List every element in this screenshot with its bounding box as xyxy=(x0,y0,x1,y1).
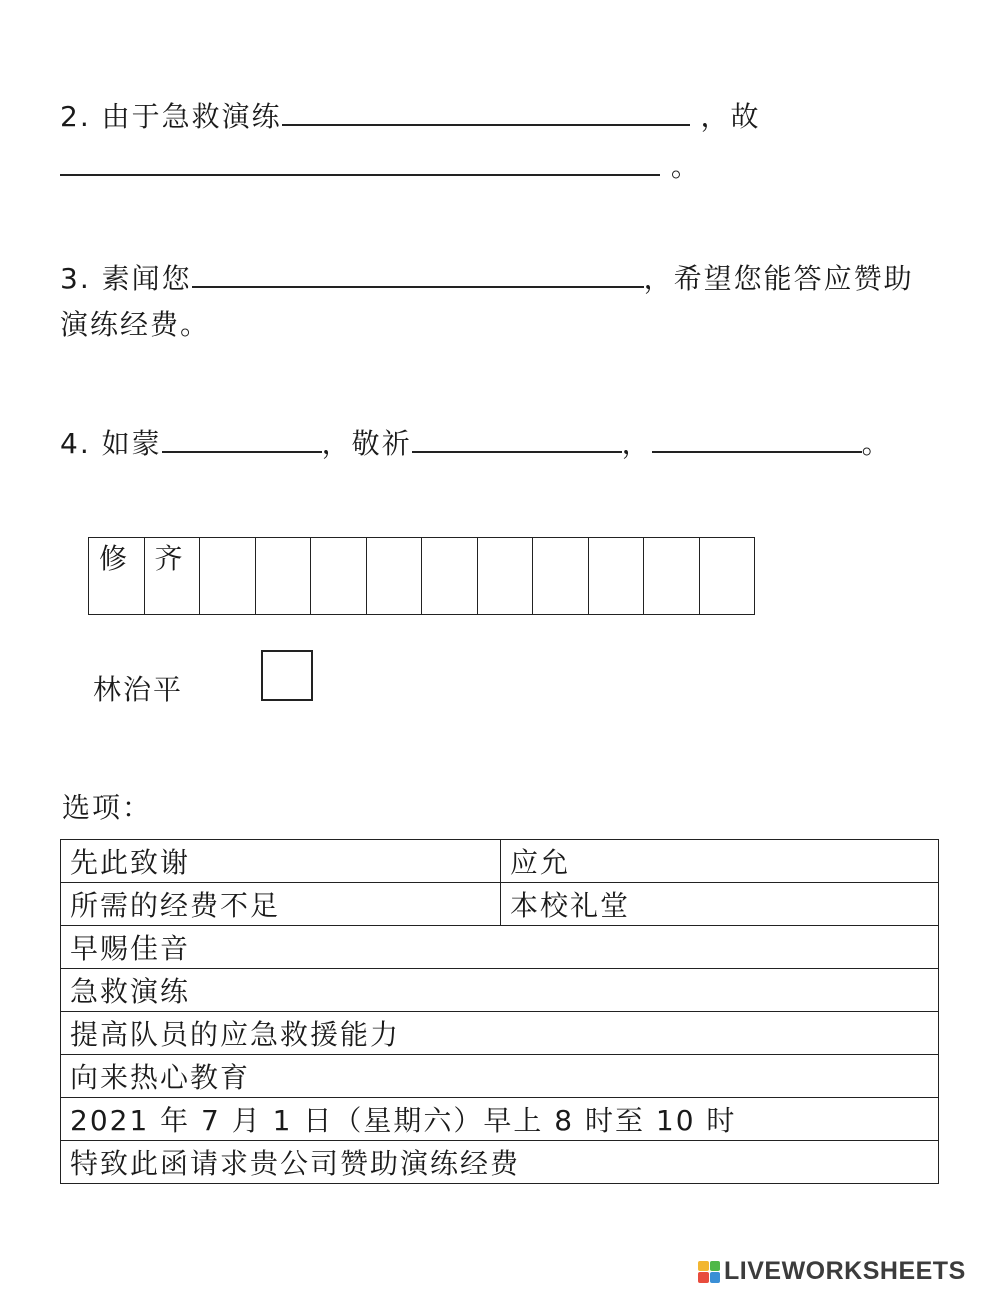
grid-cell-input[interactable] xyxy=(700,538,756,615)
options-label: 选项： xyxy=(62,791,153,824)
options-row xyxy=(61,1141,939,1184)
brand-name: LIVEWORKSHEETS xyxy=(724,1257,966,1285)
question-3-line-2 xyxy=(60,308,210,342)
brand-logo xyxy=(698,1257,966,1286)
grid-cell-input[interactable] xyxy=(200,538,256,615)
question-2-end: 。 xyxy=(660,150,701,183)
question-2-line-1 xyxy=(60,98,761,134)
grid-cell-input[interactable] xyxy=(589,538,645,615)
question-2-blank-1[interactable] xyxy=(282,98,690,126)
question-4-blank-3[interactable] xyxy=(652,425,862,453)
option-item[interactable]: 急救演练 xyxy=(61,969,939,1012)
logo-square xyxy=(710,1272,721,1283)
options-row xyxy=(61,1098,939,1141)
grid-cell-input[interactable] xyxy=(422,538,478,615)
grid-cell-input[interactable] xyxy=(533,538,589,615)
question-3-blank[interactable] xyxy=(192,260,644,288)
question-4-end: 。 xyxy=(861,427,892,460)
signature-answer-box[interactable] xyxy=(261,650,313,701)
question-3-suffix: ，希望您能答应赞助 xyxy=(643,262,914,295)
grid-cell-input[interactable] xyxy=(478,538,534,615)
option-item[interactable]: 本校礼堂 xyxy=(501,883,939,926)
logo-square xyxy=(698,1272,709,1283)
character-grid xyxy=(88,537,755,615)
option-item[interactable]: 应允 xyxy=(501,840,939,883)
question-3-line-1 xyxy=(60,260,914,296)
question-4-prefix: 4. 如蒙 xyxy=(60,427,162,460)
options-row xyxy=(61,840,939,883)
signature-name: 林治平 xyxy=(93,673,184,706)
option-item[interactable]: 早赐佳音 xyxy=(61,926,939,969)
options-row xyxy=(61,1055,939,1098)
question-2-blank-2[interactable] xyxy=(60,148,660,176)
question-3-prefix: 3. 素闻您 xyxy=(60,262,192,295)
logo-square xyxy=(698,1261,709,1272)
options-row xyxy=(61,883,939,926)
option-item[interactable]: 2021 年 7 月 1 日（星期六）早上 8 时至 10 时 xyxy=(61,1098,939,1141)
grid-cell-input[interactable] xyxy=(367,538,423,615)
question-3-continuation: 演练经费。 xyxy=(60,308,211,341)
grid-cell-input[interactable] xyxy=(644,538,700,615)
options-row xyxy=(61,926,939,969)
question-4-blank-1[interactable] xyxy=(162,425,322,453)
options-table xyxy=(60,839,939,1184)
logo-square xyxy=(710,1261,721,1272)
option-item[interactable]: 先此致谢 xyxy=(61,840,501,883)
option-item[interactable]: 所需的经费不足 xyxy=(61,883,501,926)
question-2-suffix: ，故 xyxy=(689,100,761,133)
option-item[interactable]: 特致此函请求贵公司赞助演练经费 xyxy=(61,1141,939,1184)
options-row xyxy=(61,969,939,1012)
grid-cell: 齐 xyxy=(145,538,201,615)
question-2-line-2 xyxy=(60,148,701,184)
option-item[interactable]: 提高队员的应急救援能力 xyxy=(61,1012,939,1055)
question-4-middle: ，敬祈 xyxy=(321,427,412,460)
option-item[interactable]: 向来热心教育 xyxy=(61,1055,939,1098)
question-4-line xyxy=(60,425,892,461)
liveworksheets-logo-icon xyxy=(698,1261,720,1283)
grid-cell-input[interactable] xyxy=(311,538,367,615)
question-4-separator: ， xyxy=(621,427,652,460)
grid-cell-input[interactable] xyxy=(256,538,312,615)
question-4-blank-2[interactable] xyxy=(412,425,622,453)
question-2-prefix: 2. 由于急救演练 xyxy=(60,100,282,133)
grid-cell: 修 xyxy=(89,538,145,615)
options-row xyxy=(61,1012,939,1055)
